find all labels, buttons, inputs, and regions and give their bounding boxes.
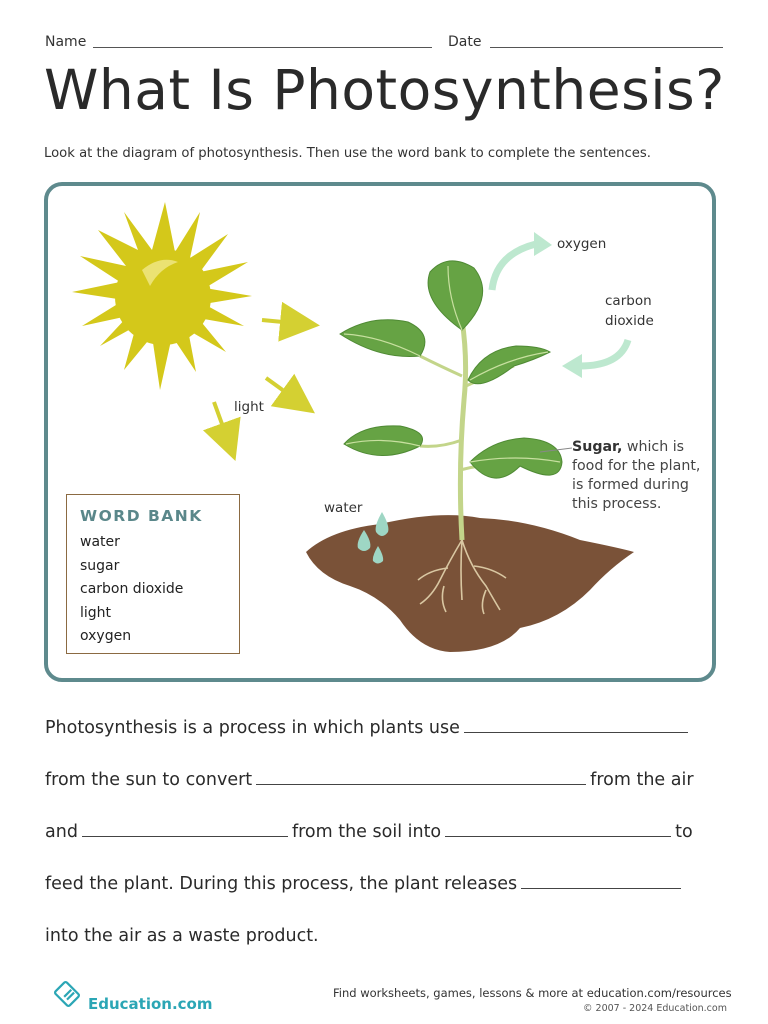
brand-link[interactable]: Education.com: [88, 995, 213, 1013]
page-title: What Is Photosynthesis?: [44, 58, 725, 122]
water-label: water: [324, 500, 363, 516]
carbon-dioxide-label-2: dioxide: [605, 313, 654, 329]
word-bank-item: oxygen: [80, 628, 132, 644]
light-label: light: [234, 399, 264, 415]
word-bank-item: carbon dioxide: [80, 581, 184, 597]
copyright-text: © 2007 - 2024 Education.com: [583, 1003, 727, 1014]
blank-line-3[interactable]: [82, 836, 288, 837]
sugar-note-line1: which is: [622, 439, 685, 455]
sentence-row-5: [45, 926, 319, 946]
sugar-note-line2: food for the plant,: [572, 458, 701, 474]
light-arrows: [214, 320, 304, 446]
oxygen-arrow-icon: [492, 232, 552, 290]
blank-line-4[interactable]: [445, 836, 671, 837]
stem: [460, 320, 465, 540]
sentence-text: feed the plant. During this process, the plant releases: [45, 874, 518, 894]
blank-line-1[interactable]: [464, 732, 688, 733]
word-bank: [66, 494, 240, 654]
oxygen-label: oxygen: [557, 236, 607, 252]
instructions-text: Look at the diagram of photosynthesis. Then use the word bank to complete the sentences.: [44, 146, 651, 161]
blank-line-2[interactable]: [256, 784, 586, 785]
date-label: Date: [448, 34, 482, 50]
sentence-text: from the sun to convert: [45, 770, 253, 790]
word-bank-list: [80, 531, 183, 649]
sentence-row-1: [45, 718, 692, 738]
sentence-text: into the air as a waste product.: [45, 926, 319, 946]
word-bank-title: WORD BANK: [80, 507, 203, 525]
sentence-row-2: [45, 770, 694, 790]
sentence-text: from the soil into: [291, 822, 442, 842]
sentence-text: to: [675, 822, 693, 842]
sentence-text: Photosynthesis is a process in which plants use: [45, 718, 460, 738]
sugar-note-line3: is formed during: [572, 477, 689, 493]
blank-line-5[interactable]: [521, 888, 681, 889]
sugar-note-line4: this process.: [572, 496, 662, 512]
carbon-dioxide-label-1: carbon: [605, 293, 652, 309]
name-label: Name: [45, 34, 87, 50]
resources-link[interactable]: Find worksheets, games, lessons & more at education.com/resources: [333, 986, 732, 1000]
sentence-row-4: [45, 874, 685, 894]
sentence-text: and: [45, 822, 78, 842]
word-bank-item: water: [80, 534, 120, 550]
soil: [306, 515, 634, 652]
word-bank-item: sugar: [80, 557, 120, 574]
sentence-row-3: [45, 822, 693, 842]
carbon-dioxide-arrow-icon: [562, 340, 628, 378]
sugar-note: [572, 438, 722, 514]
date-line[interactable]: [490, 47, 723, 48]
sentence-text: from the air: [590, 770, 694, 790]
word-bank-item: light: [80, 604, 112, 621]
name-line[interactable]: [93, 47, 432, 48]
sugar-note-bold: Sugar,: [572, 439, 623, 455]
education-logo-icon[interactable]: [53, 980, 85, 1012]
sun-icon: [72, 202, 252, 390]
